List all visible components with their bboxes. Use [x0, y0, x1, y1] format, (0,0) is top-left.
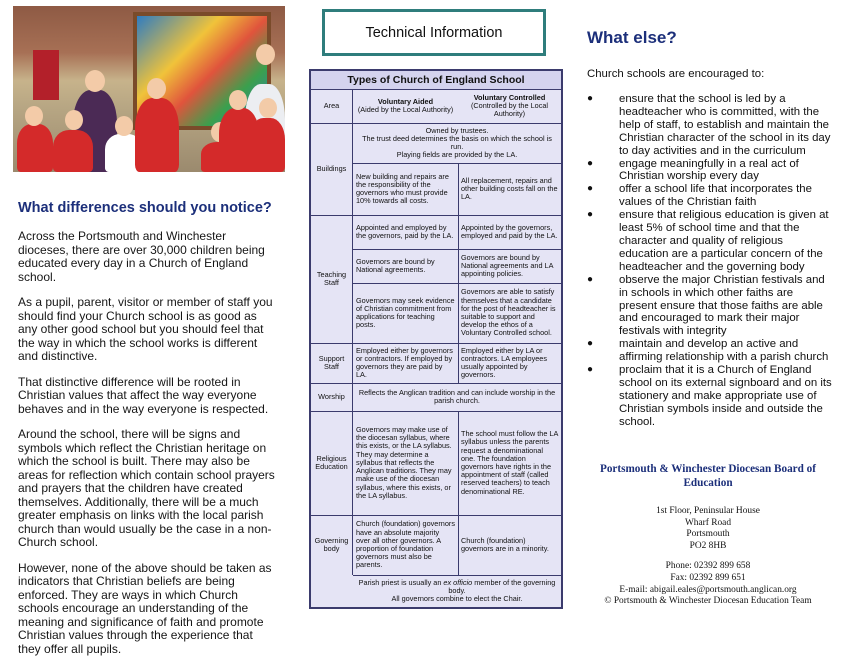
list-item [587, 274, 832, 339]
row-label-area: Area [311, 89, 353, 123]
gov-footer-post: member of the governing body. [448, 577, 556, 595]
school-children-photo [13, 6, 285, 172]
buildings-vc-cell: All replacement, repairs and other building costs fall on the LA. [461, 175, 558, 202]
address-line: Wharf Road [684, 517, 732, 528]
differences-paragraph: Around the school, there will be signs and symbols which reflect the Christian heritage on which the school is built. There may also be areas for reflection which contain school prayers and prayers that the children have created themselves. Additionally, there will be a much greater emphasis on links with the local parish church than would usually be the case in a non-Church school. [18, 427, 275, 549]
header-vc-sub: (Controlled by the Local Authority) [470, 100, 549, 119]
buildings-shared-line: Owned by trustees. [425, 125, 489, 135]
phone-number: Phone: 02392 899 658 [665, 561, 751, 572]
list-item [587, 158, 832, 184]
teaching-va-cell: Governors are bound by National agreements. [356, 256, 435, 274]
list-item [587, 364, 832, 429]
buildings-shared-cell [353, 123, 561, 163]
technical-information-box [322, 9, 546, 56]
list-item-text: observe the major Christian festivals and in schools in which other faiths are present ensure that those faiths are able and encouraged to mark their major festivals with integrity [619, 273, 825, 338]
what-else-list [587, 93, 832, 429]
gov-shared-line [356, 579, 558, 595]
list-item-text: ensure that religious education is given at least 5% of school time and that the character and quality of religious education are a particular concern of the headteacher and the governing body [619, 209, 829, 273]
bullet-icon: ● [587, 209, 594, 221]
row-label-teaching-staff: Teaching Staff [311, 215, 353, 343]
technical-information-title: Technical Information [365, 24, 503, 41]
bullet-icon: ● [587, 338, 594, 350]
address-line: PO2 8HB [689, 540, 727, 551]
header-vc-title: Voluntary Controlled [473, 92, 546, 102]
header-voluntary-controlled [458, 89, 561, 123]
worship-shared-cell: Reflects the Anglican tradition and can include worship in the parish church. [358, 387, 556, 405]
teaching-vc-cell: Appointed by the governors, employed and paid by the LA. [461, 222, 558, 240]
list-item-text: offer a school life that incorporates the values of the Christian faith [619, 183, 812, 209]
fax-number: Fax: 02392 899 651 [670, 572, 746, 583]
row-label-support-staff: Support Staff [311, 343, 353, 383]
list-item [587, 183, 832, 209]
address-line: Portsmouth [686, 529, 730, 540]
church-banner [33, 50, 59, 100]
header-va-sub: (Aided by the Local Authority) [357, 105, 454, 114]
what-else-intro: Church schools are encouraged to: [587, 68, 765, 80]
list-item-text: ensure that the school is led by a headteacher who is committed, with the help of staff, to establish and maintain the Christian character of the school in its day to day activities and in the curriculum [619, 93, 831, 157]
buildings-va-cell: New building and repairs are the responsibility of the governors who must provide 10% towards all costs. [356, 171, 449, 206]
gov-footer-em: ex officio [443, 577, 473, 587]
contact-details [588, 506, 828, 608]
bullet-icon: ● [587, 183, 594, 195]
gov-shared-cell [353, 575, 561, 607]
bullet-icon: ● [587, 364, 594, 376]
bullet-icon: ● [587, 273, 594, 285]
differences-paragraph: However, none of the above should be taken as indicators that Christian beliefs are being enforced. They are ways in which Church schools encourage an understanding of the meaning and significance of faith and promote Christian values through the experience that they offer all pupils. [18, 560, 272, 656]
bullet-icon: ● [587, 93, 594, 104]
teaching-va-cell: Appointed and employed by the governors, paid by the LA. [356, 222, 454, 240]
school-types-table [309, 69, 563, 609]
header-voluntary-aided [353, 89, 458, 123]
differences-paragraph: As a pupil, parent, visitor or member of staff you should find your Church school is as good as any other good school but you should feel that the way in which the school works is different and distinctive. [18, 295, 273, 363]
buildings-shared-line: The trust deed determines the basis on which the school is run. [362, 133, 552, 151]
row-label-religious-education: Religious Education [311, 411, 353, 515]
teaching-va-cell: Governors may seek evidence of Christian commitment from applications for teaching posts. [356, 295, 455, 330]
list-item-text: proclaim that it is a Church of England school on its external signboard and on its stationery and make appropriate use of Christian symbols inside and outside the school. [619, 364, 832, 428]
support-vc-cell: Employed either by LA or contractors. LA employees usually appointed by governors. [461, 345, 547, 380]
row-label-worship: Worship [311, 383, 353, 411]
copyright-notice: © Portsmouth & Winchester Diocesan Education Team [604, 596, 812, 607]
re-va-cell: Governors may make use of the diocesan syllabus, where this exists, or the LA syllabus. They may determine a syllabus that reflects the Anglican traditions. They may make use of the diocesan syllabus, where this exists, or the LA syllabus. [356, 425, 452, 500]
list-item [587, 209, 832, 274]
list-item-text: maintain and develop an active and affirming relationship with a parish church [619, 338, 829, 364]
teaching-vc-cell: Governors are able to satisfy themselves that a candidate for the post of headteacher is suitable to support and develop the ethos of a Voluntary Controlled school. [461, 287, 556, 338]
address-line: 1st Floor, Peninsular House [656, 506, 760, 516]
header-va-title: Voluntary Aided [377, 96, 434, 106]
differences-paragraph: Across the Portsmouth and Winchester dioceses, there are over 30,000 children being educated every day in a Church of England school. [18, 229, 265, 284]
gov-va-cell: Church (foundation) governors have an absolute majority over all other governors. A proportion of foundation governors must also be parents. [356, 519, 455, 570]
buildings-shared-line: Playing fields are provided by the LA. [396, 150, 518, 160]
list-item-text: engage meaningfully in a real act of Christian worship every day [619, 157, 799, 183]
email-address[interactable]: E-mail: abigail.eales@portsmouth.anglican.org [619, 584, 797, 595]
gov-shared-line: All governors combine to elect the Chair. [391, 594, 523, 604]
table-title: Types of Church of England School [311, 71, 561, 90]
re-vc-cell: The school must follow the LA syllabus unless the parents request a denominational one. The foundation governors have rights in the appointment of staff (called reserved teachers) to teach denominational RE. [461, 429, 558, 496]
list-item [587, 93, 832, 158]
list-item [587, 338, 832, 364]
differences-section [18, 200, 276, 668]
gov-vc-cell: Church (foundation) governors are in a minority. [461, 535, 549, 553]
row-label-buildings: Buildings [311, 123, 353, 215]
differences-heading: What differences should you notice? [18, 200, 272, 216]
row-label-governing-body: Governing body [311, 515, 353, 575]
teaching-vc-cell: Governors are bound by National agreements and LA appointing policies. [461, 252, 554, 279]
board-name: Portsmouth & Winchester Diocesan Board of Education [600, 463, 816, 489]
gov-footer-pre: Parish priest is usually an [358, 577, 444, 587]
bullet-icon: ● [587, 157, 594, 169]
what-else-section [587, 28, 832, 429]
differences-paragraph: That distinctive difference will be rooted in Christian values that affect the way everyone behaves and in the way everyone is respected. [18, 374, 269, 416]
support-va-cell: Employed either by governors or contractors. If employed by governors they are paid by LA. [356, 345, 453, 380]
what-else-heading: What else? [587, 28, 677, 47]
